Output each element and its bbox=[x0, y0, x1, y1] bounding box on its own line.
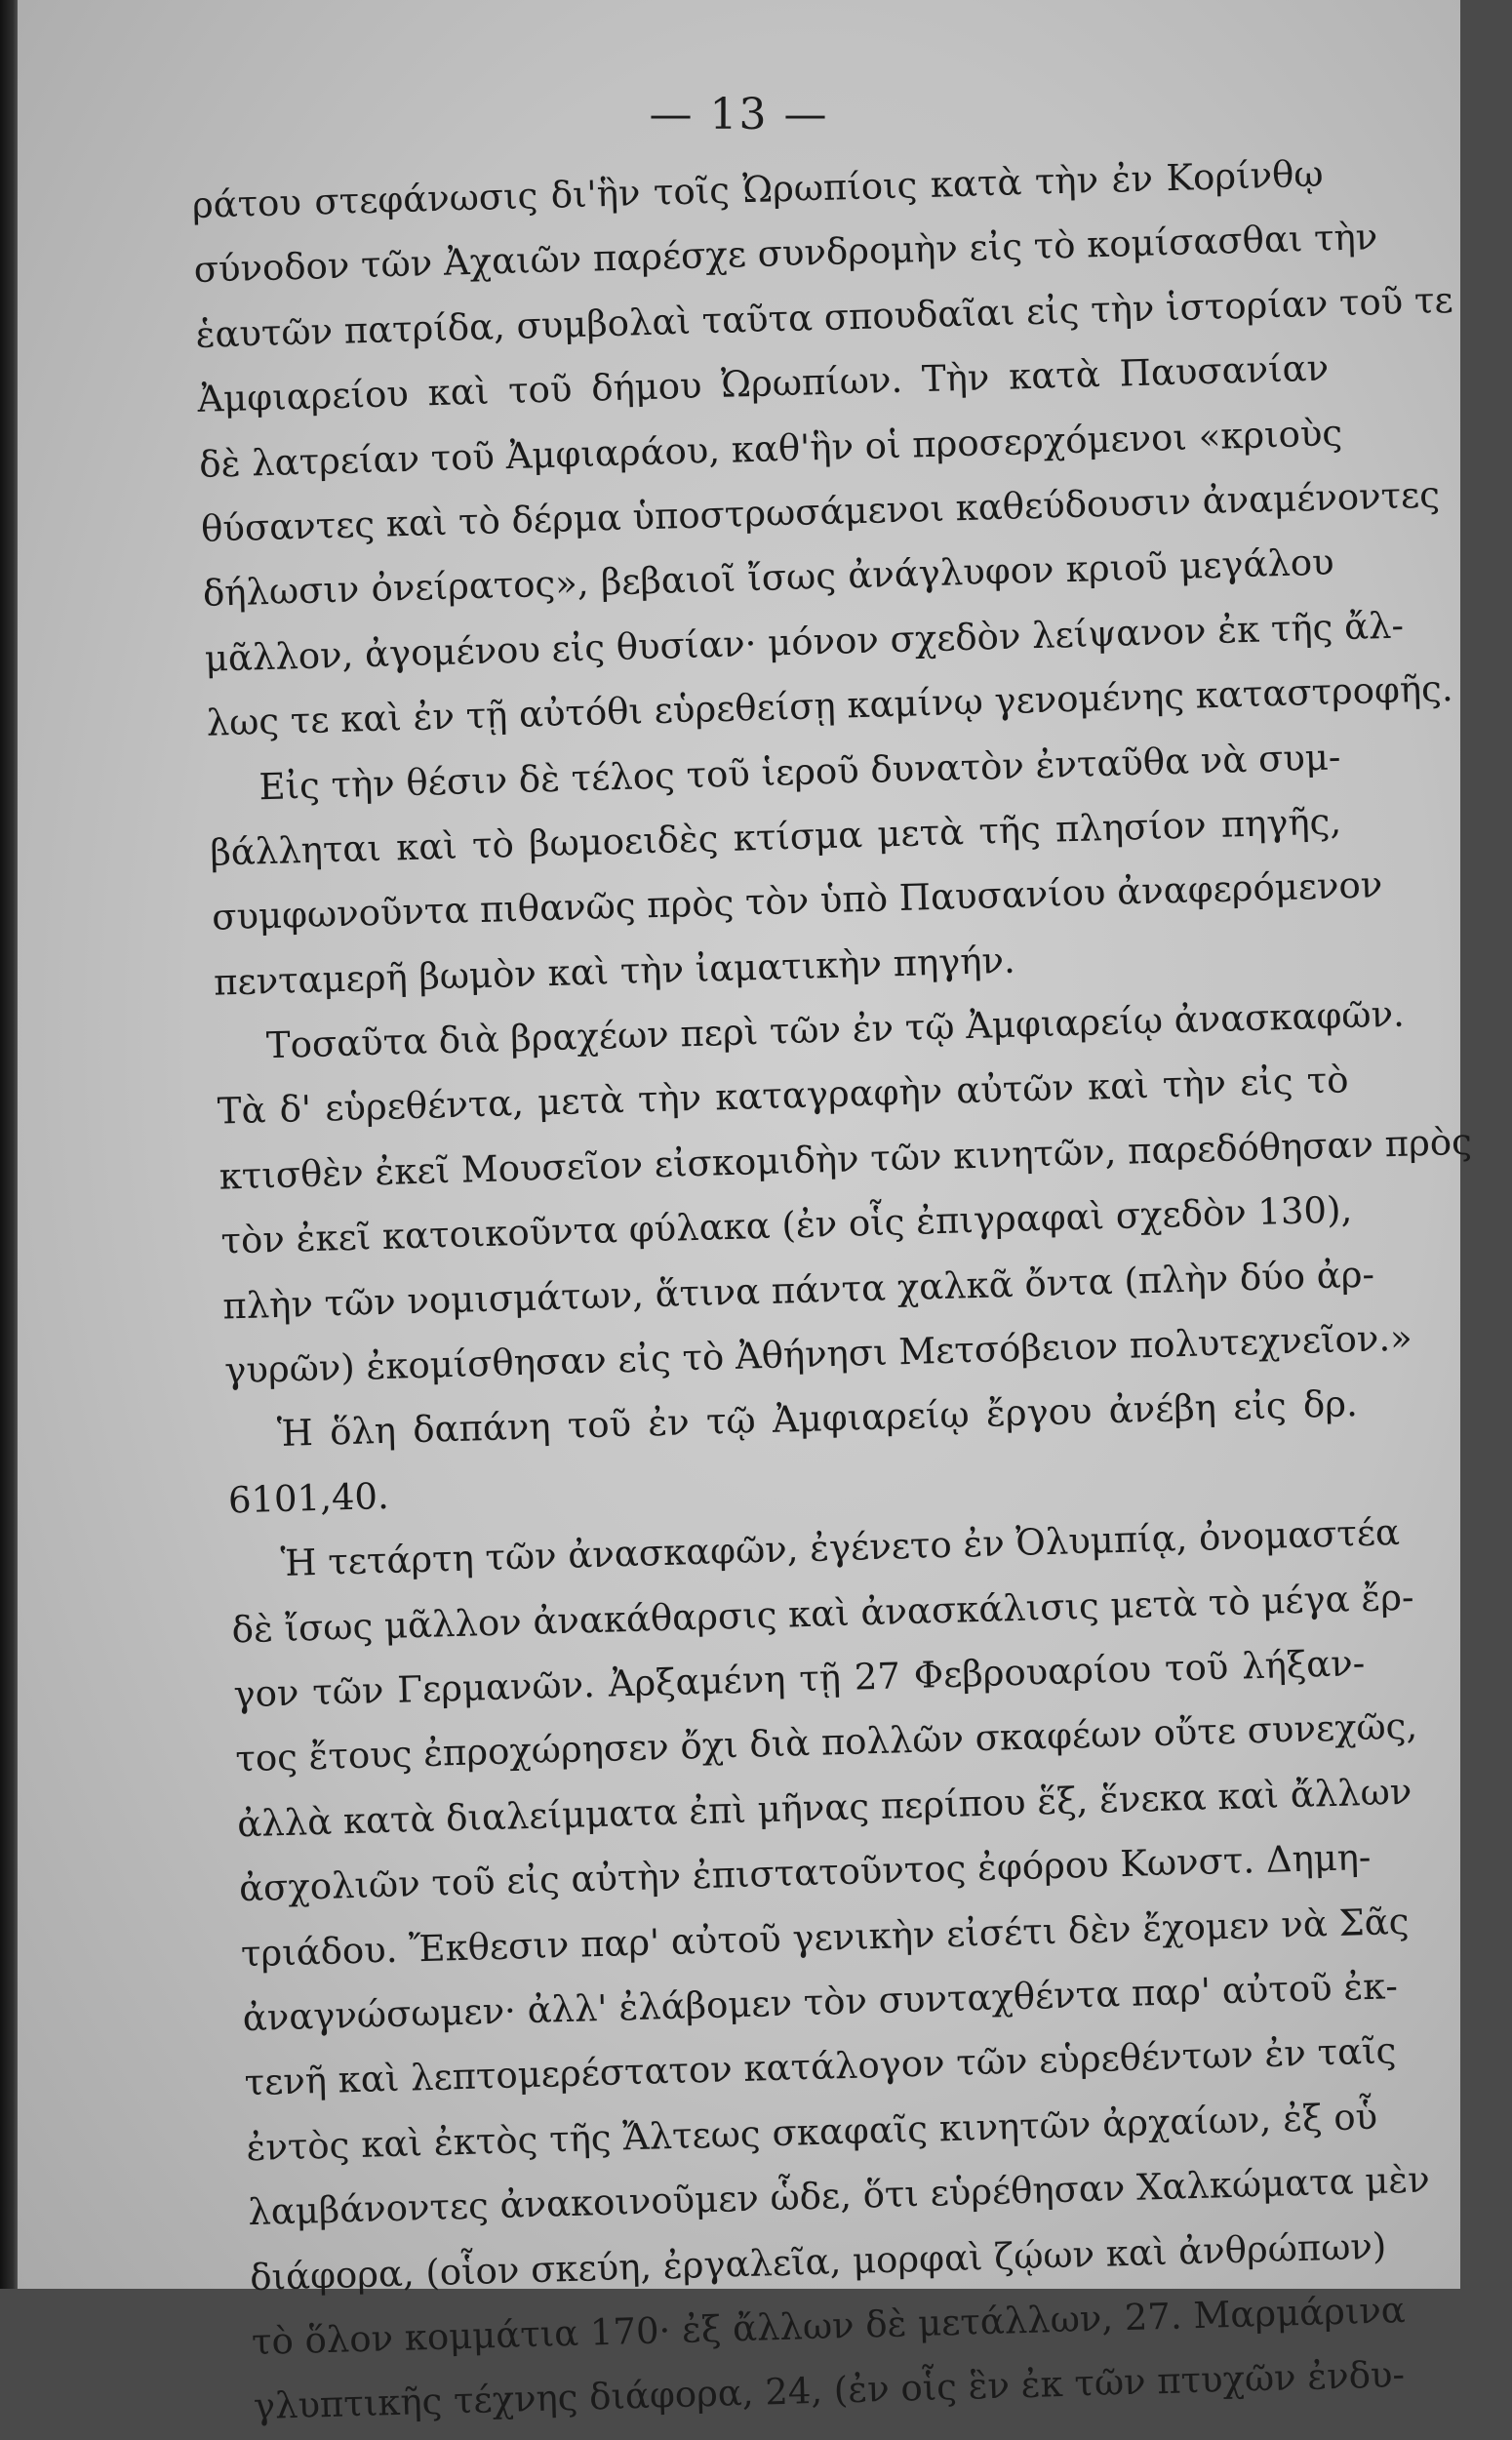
text-line: τριάδου. Ἔκθεσιν παρ' αὐτοῦ γενικὴν εἰσέτι δὲν ἔχομεν νὰ Σᾶς bbox=[240, 1900, 1410, 1975]
text-line: Ἀμφιαρείου καὶ τοῦ δήμου Ὠρωπίων. Τὴν κατὰ Παυσανίαν bbox=[196, 346, 1330, 421]
text-line: Τὰ δ' εὑρεθέντα, μετὰ τὴν καταγραφὴν αὐτῶν καὶ τὴν εἰς τὸ bbox=[217, 1059, 1350, 1134]
text-line: ἀσχολιῶν τοῦ εἰς αὐτὴν ἐπιστατοῦντος ἐφόρου Κωνστ. Δημη- bbox=[238, 1836, 1372, 1910]
text-line: ἀλλὰ κατὰ διαλείμματα ἐπὶ μῆνας περίπου ἕξ, ἕνεκα καὶ ἄλλων bbox=[236, 1770, 1413, 1846]
text-line: θύσαντες καὶ τὸ δέρμα ὑποστρωσάμενοι καθεύδουσιν ἀναμένοντες bbox=[200, 473, 1441, 550]
text-line: τος ἔτους ἐπροχώρησεν ὄχι διὰ πολλῶν σκαφέων οὔτε συνεχῶς, bbox=[234, 1704, 1418, 1780]
text-line: διάφορα, (οἷον σκεύη, ἐργαλεῖα, μορφαὶ ζῴων καὶ ἀνθρώπων) bbox=[249, 2224, 1387, 2299]
text-line: Εἰς τὴν θέσιν δὲ τέλος τοῦ ἱεροῦ δυνατὸν ἐνταῦθα νὰ συμ- bbox=[258, 735, 1341, 808]
text-line: τὸ ὅλον κομμάτια 170· ἐξ ἄλλων δὲ μετάλλων, 27. Μαρμάρινα bbox=[251, 2288, 1407, 2364]
text-line: δήλωσιν ὀνείρατος», βεβαιοῖ ἴσως ἀνάγλυφον κριοῦ μεγάλου bbox=[202, 540, 1335, 616]
text-line: ἐντὸς καὶ ἐκτὸς τῆς Ἄλτεως σκαφαῖς κινητῶν ἀρχαίων, ἐξ οὗ bbox=[245, 2095, 1378, 2169]
text-line: πλὴν τῶν νομισμάτων, ἅτινα πάντα χαλκᾶ ὄντα (πλὴν δύο ἀρ- bbox=[221, 1253, 1375, 1328]
book-page bbox=[18, 0, 1473, 2428]
text-line: τενῆ καὶ λεπτομερέστατον κατάλογον τῶν εὑρεθέντων ἐν ταῖς bbox=[244, 2029, 1397, 2104]
text-line: λαμβάνοντες ἀνακοινοῦμεν ὧδε, ὅτι εὑρέθησαν Χαλκώματα μὲν bbox=[247, 2158, 1431, 2234]
text-line: Ἡ ὅλη δαπάνη τοῦ ἐν τῷ Ἀμφιαρείῳ ἔργου ἀνέβη εἰς δρ. bbox=[276, 1382, 1359, 1456]
text-line: σύνοδον τῶν Ἀχαιῶν παρέσχε συνδρομὴν εἰς τὸ κομίσασθαι τὴν bbox=[193, 216, 1378, 292]
text-line: δὲ ἴσως μᾶλλον ἀνακάθαρσις καὶ ἀνασκάλισις μετὰ τὸ μέγα ἔρ- bbox=[231, 1576, 1414, 1652]
text-line: μᾶλλον, ἀγομένου εἰς θυσίαν· μόνον σχεδὸν λείψανον ἐκ τῆς ἄλ- bbox=[204, 604, 1405, 680]
text-line: γλυπτικῆς τέχνης διάφορα, 24, (ἐν οἷς ἓν ἐκ τῶν πτυχῶν ἐνδυ- bbox=[253, 2353, 1406, 2428]
text-line: γυρῶν) ἐκομίσθησαν εἰς τὸ Ἀθήνησι Μετσόβειον πολυτεχνεῖον.» bbox=[223, 1316, 1413, 1392]
text-line: πενταμερῆ βωμὸν καὶ τὴν ἰαματικὴν πηγήν. bbox=[213, 939, 1016, 1004]
text-line: ράτου στεφάνωσις δι'ἣν τοῖς Ὠρωπίοις κατὰ τὴν ἐν Κορίνθῳ bbox=[191, 152, 1325, 226]
text-line: τὸν ἐκεῖ κατοικοῦντα φύλακα (ἐν οἷς ἐπιγραφαὶ σχεδὸν 130), bbox=[219, 1188, 1353, 1262]
text-line: ἀναγνώσωμεν· ἀλλ' ἐλάβομεν τὸν συνταχθέντα παρ' αὐτοῦ ἐκ- bbox=[242, 1965, 1399, 2040]
text-line: Ἡ τετάρτη τῶν ἀνασκαφῶν, ἐγένετο ἐν Ὀλυμπίᾳ, ὀνομαστέα bbox=[280, 1511, 1401, 1585]
text-line: συμφωνοῦντα πιθανῶς πρὸς τὸν ὑπὸ Παυσανίου ἀναφερόμενον bbox=[211, 863, 1383, 939]
text-line: 6101,40. bbox=[227, 1474, 390, 1522]
text-line: δὲ λατρείαν τοῦ Ἀμφιαράου, καθ'ἣν οἱ προσερχόμενοι «κριοὺς bbox=[198, 411, 1343, 486]
text-line: λως τε καὶ ἐν τῇ αὐτόθι εὑρεθείσῃ καμίνῳ γενομένης καταστροφῆς. bbox=[206, 667, 1454, 744]
text-line: γον τῶν Γερμανῶν. Ἀρξαμένη τῇ 27 Φεβρουαρίου τοῦ λήξαν- bbox=[232, 1641, 1366, 1716]
page-number: — 13 — bbox=[649, 90, 829, 140]
text-line: Τοσαῦτα διὰ βραχέων περὶ τῶν ἐν τῷ Ἀμφιαρείῳ ἀνασκαφῶν. bbox=[265, 992, 1406, 1067]
text-line: βάλληται καὶ τὸ βωμοειδὲς κτίσμα μετὰ τῆς πλησίον πηγῆς, bbox=[209, 800, 1342, 874]
text-line: κτισθὲν ἐκεῖ Μουσεῖον εἰσκομιδὴν τῶν κινητῶν, παρεδόθησαν πρὸς bbox=[219, 1120, 1473, 1198]
text-line: ἑαυτῶν πατρίδα, συμβολαὶ ταῦτα σπουδαῖαι εἰς τὴν ἱστορίαν τοῦ τε bbox=[195, 278, 1454, 356]
body-text bbox=[191, 142, 1473, 2440]
